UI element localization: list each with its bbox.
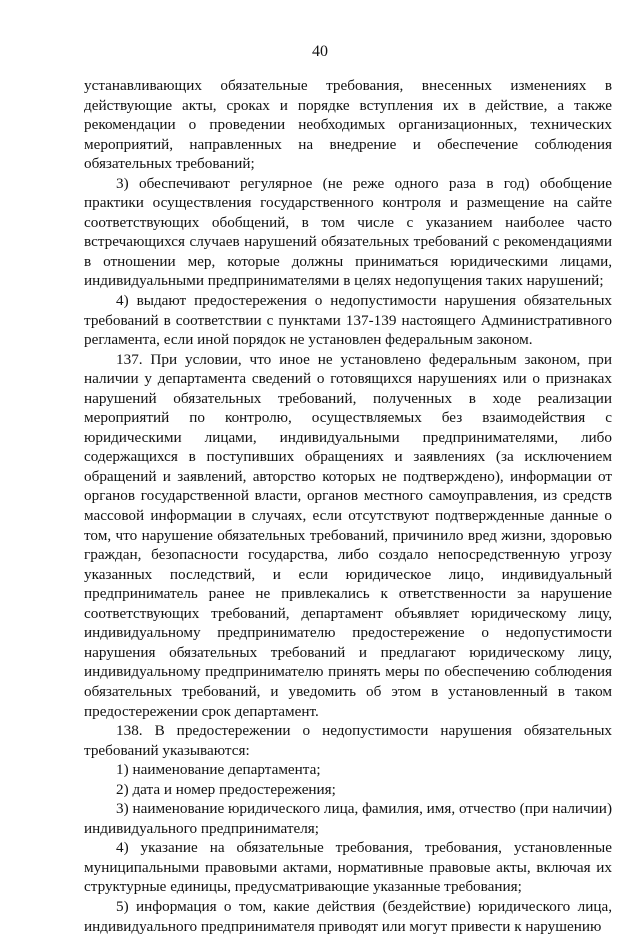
paragraph-138: 138. В предостережении о недопустимости нарушения обязательных требований указываются: <box>84 722 612 759</box>
page-number: 40 <box>312 43 328 60</box>
paragraph-continuation: устанавливающих обязательные требования, внесенных изменениях в действующие акты, сроках и порядке вступления их в действие, а также рекомендации о проведении необходимых организационных, технических мероприятий, направленных на внедрение и обеспечение соблюдения обязательных требований; <box>84 77 612 173</box>
paragraph-item-4: 4) выдают предостережения о недопустимости нарушения обязательных требований в соответствии с пунктами 137-139 настоящего Административного регламента, если иной порядок не установлен федеральным законом. <box>84 292 612 349</box>
list-item-1: 1) наименование департамента; <box>116 761 321 779</box>
list-item-2: 2) дата и номер предостережения; <box>116 780 336 798</box>
list-item-3: 3) наименование юридического лица, фамилия, имя, отчество (при наличии) индивидуального предпринимателя; <box>84 800 612 837</box>
list-item-5: 5) информация о том, какие действия (бездействие) юридического лица, индивидуального предпринимателя приводят или могут привести к нарушению <box>84 897 612 935</box>
list-item-4: 4) указание на обязательные требования, требования, установленные муниципальными правовыми актами, нормативные правовые акты, включая их структурные единицы, предусматривающие указанные требования; <box>84 839 612 896</box>
paragraph-item-3: 3) обеспечивают регулярное (не реже одного раза в год) обобщение практики осуществления государственного контроля и размещение на сайте соответствующих обобщений, в том числе с указанием наиболее часто встречающихся случаев нарушений обязательных требований с рекомендациями в отношении мер, которые должны приниматься юридическими лицами, индивидуальными предпринимателями в целях недопущения таких нарушений; <box>84 174 612 290</box>
paragraph-137: 137. При условии, что иное не установлено федеральным законом, при наличии у департамента сведений о готовящихся нарушениях или о признаках нарушений обязательных требований, полученных в ходе реализации мероприятий по контролю, осуществляемых без взаимодействия с юридическими лицами, индивидуальными предпринимателями, либо содержащихся в поступивших обращениях и заявлениях (за исключением обращений и заявлений, авторство которых не подтверждено), информации от органов государственной власти, органов местного самоуправления, из средств массовой информации в случаях, если отсутствуют подтвержденные данные о том, что нарушение обязательных требований, причинило вред жизни, здоровью граждан, безопасности государства, либо создало непосредственную угрозу указанных последствий, и если юридическое лицо, индивидуальный предприниматель ранее не привлекались к ответственности за нарушение соответствующих требований, департамент объявляет юридическому лицу, индивидуальному предпринимателю предостережение о недопустимости нарушения обязательных требований и предлагают юридическому лицу, индивидуальному предпринимателю принять меры по обеспечению соблюдения обязательных требований, и уведомить об этом в установленный в таком предостережении срок департамент. <box>84 350 612 720</box>
document-body <box>84 76 612 936</box>
